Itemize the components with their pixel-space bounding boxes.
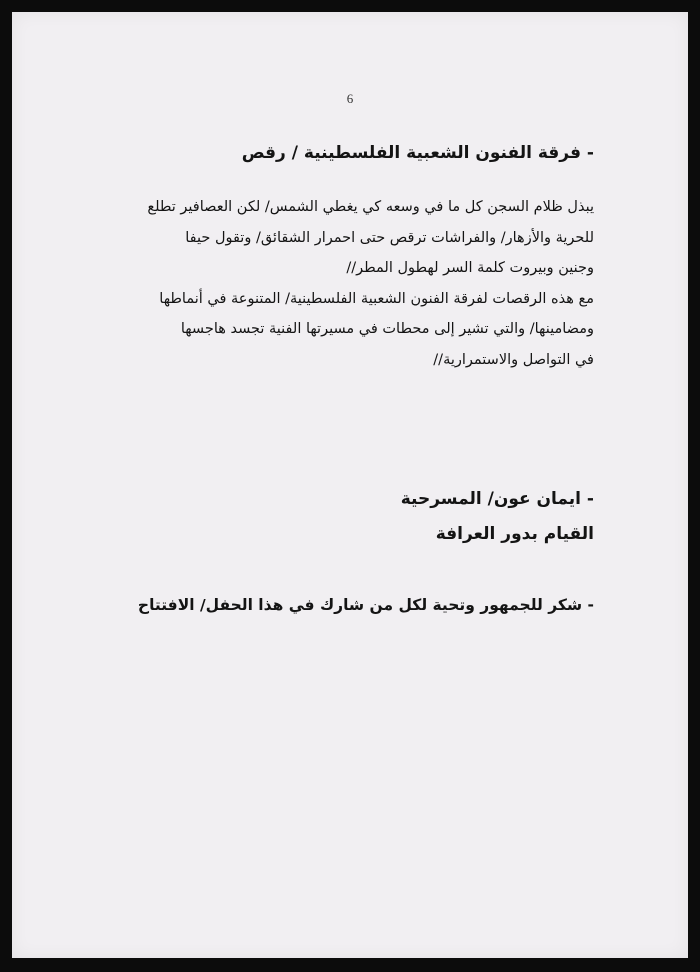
document-page (12, 12, 688, 958)
paragraph-line: ومضامينها/ والتي تشير إلى محطات في مسيرتها الفنية تجسد هاجسها (180, 321, 594, 337)
paragraph-line: في التواصل والاستمرارية// (433, 351, 594, 368)
credit-role: القيام بدور العرافة (435, 524, 594, 544)
paragraph-line: وجنين وبيروت كلمة السر لهطول المطر// (346, 260, 594, 276)
paragraph-line: يبذل ظلام السجن كل ما في وسعه كي يغطي الشمس/ لكن العصافير تطلع (147, 199, 594, 215)
paragraph-line: مع هذه الرقصات لفرقة الفنون الشعبية الفلسطينية/ المتنوعة في أنماطها (159, 290, 594, 307)
page-number: 6 (346, 91, 354, 106)
credit-name: - ايمان عون/ المسرحية (400, 489, 594, 509)
section-paragraph (102, 192, 594, 375)
section-title: - فرقة الفنون الشعبية الفلسطينية / رقص (241, 143, 594, 163)
paragraph-line: للحرية والأزهار/ والفراشات ترقص حتى احمرار الشقائق/ وتقول حيفا (185, 229, 594, 246)
closing-thanks: - شكر للجمهور وتحية لكل من شارك في هذا الحفل/ الافتتاح (137, 596, 594, 614)
